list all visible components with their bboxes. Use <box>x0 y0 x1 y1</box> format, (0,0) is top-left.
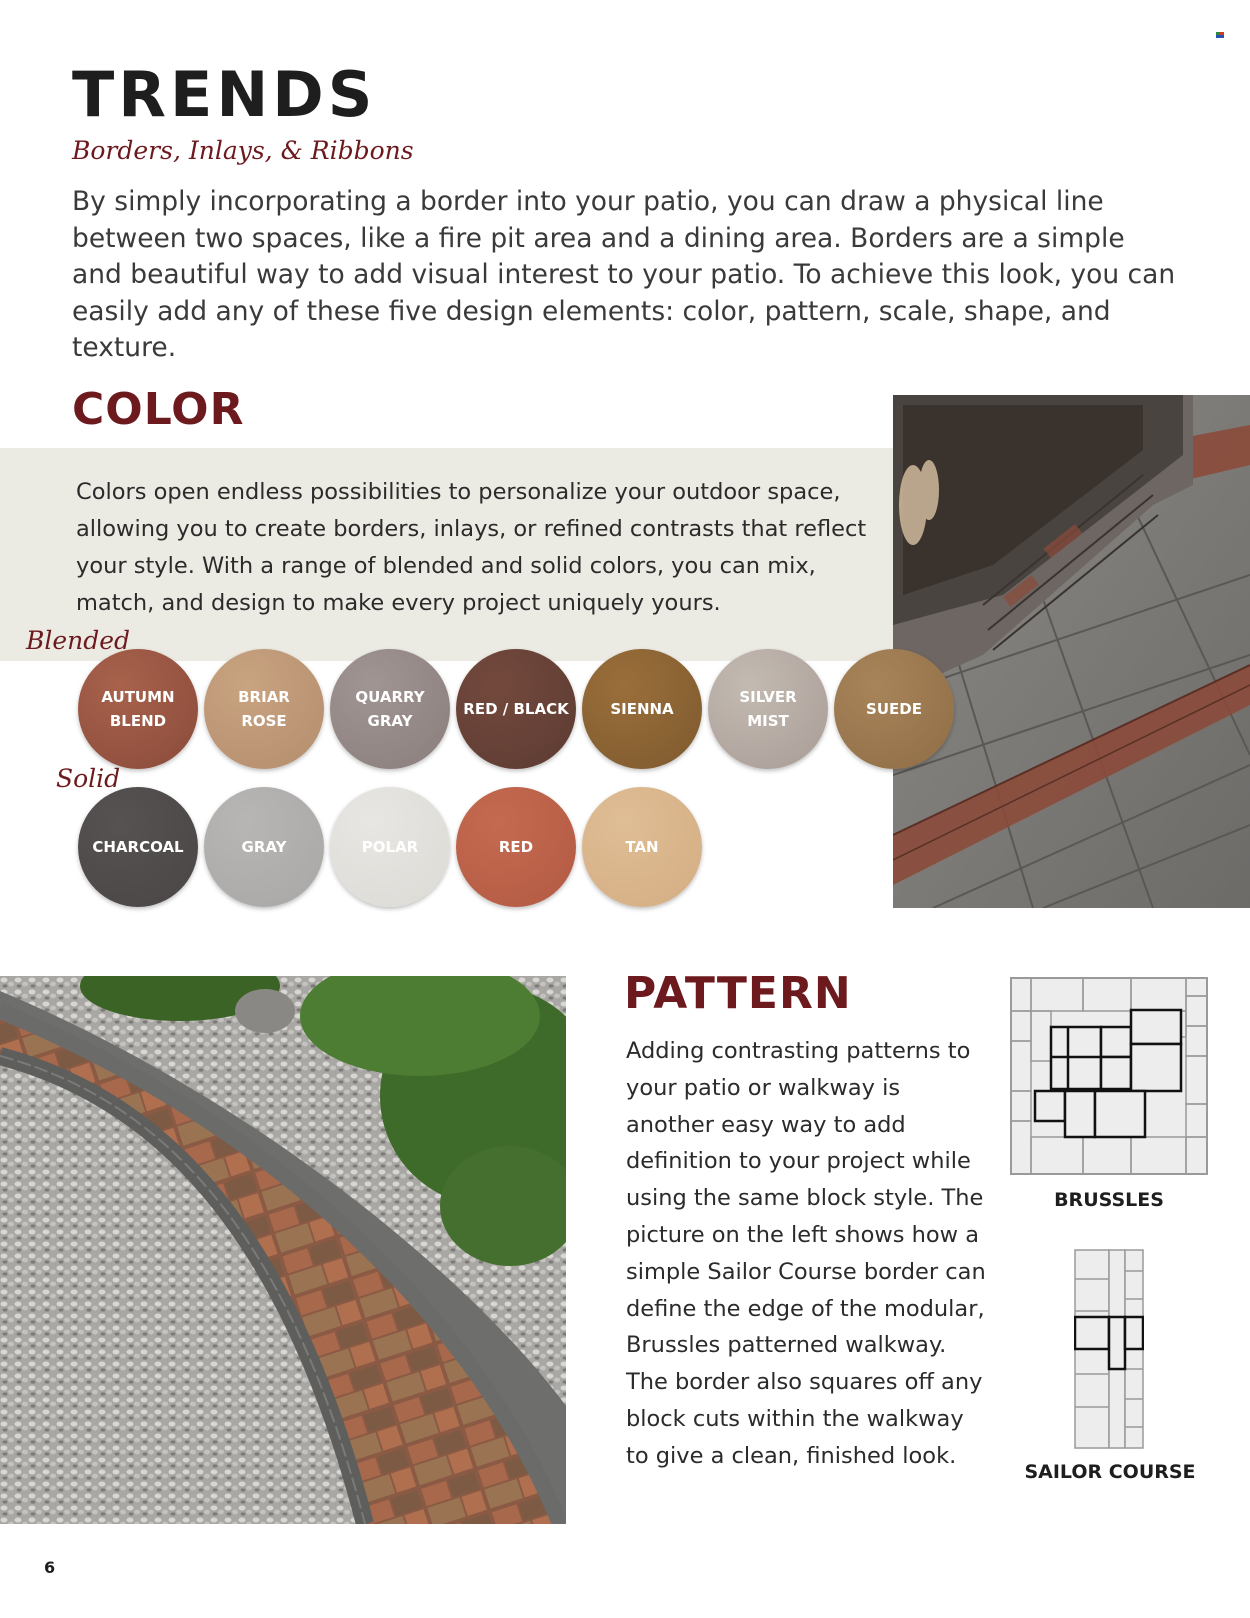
pattern-description: Adding contrasting patterns to your patio or walkway is another easy way to add definition to your project while using the same block style. The picture on the left shows how a simple Sailor Course border can define the edge of the modular, Brussles patterned walkway. The border also squares off any block cuts within the walkway to give a clean, finished look. <box>626 1038 986 1469</box>
intro-paragraph: By simply incorporating a border into your patio, you can draw a physical line between two spaces, like a fire pit area and a dining area. Borders are a simple and beautiful way to add visual interest to your patio. To achieve this look, you can easily add any of these five design elements: color, pattern, scale, shape, and texture. <box>72 186 1176 363</box>
color-swatch: SILVER MIST <box>708 649 828 769</box>
page-number: 6 <box>44 1558 56 1577</box>
brussles-label: BRUSSLES <box>1054 1189 1164 1211</box>
pattern-heading: PATTERN <box>624 968 852 1019</box>
color-heading: COLOR <box>72 384 245 435</box>
blended-label: Blended <box>26 626 131 655</box>
color-description: Colors open endless possibilities to personalize your outdoor space, allowing you to create borders, inlays, or refined contrasts that reflect your style. With a range of blended and solid colors, you can mix, match, and design to make every project uniquely yours. <box>76 479 867 616</box>
sailor-course-label: SAILOR COURSE <box>1024 1461 1196 1483</box>
page-subtitle: Borders, Inlays, & Ribbons <box>72 136 414 165</box>
color-swatch: AUTUMN BLEND <box>78 649 198 769</box>
brussles-pattern-diagram <box>1010 977 1208 1175</box>
color-swatch: TAN <box>582 787 702 907</box>
color-swatch: BRIAR ROSE <box>204 649 324 769</box>
color-swatch: GRAY <box>204 787 324 907</box>
sailor-course-pattern-diagram <box>1074 1249 1144 1449</box>
color-swatch: SIENNA <box>582 649 702 769</box>
color-swatch: SUEDE <box>834 649 954 769</box>
color-swatch: RED <box>456 787 576 907</box>
color-swatch: CHARCOAL <box>78 787 198 907</box>
walkway-photo <box>0 976 566 1524</box>
solid-label: Solid <box>56 764 121 793</box>
color-swatch: QUARRY GRAY <box>330 649 450 769</box>
color-swatch: RED / BLACK <box>456 649 576 769</box>
patio-fire-pit-photo <box>893 395 1250 908</box>
color-swatch: POLAR <box>330 787 450 907</box>
corner-mark-icon <box>1216 32 1224 38</box>
page-title: TRENDS <box>72 58 377 131</box>
